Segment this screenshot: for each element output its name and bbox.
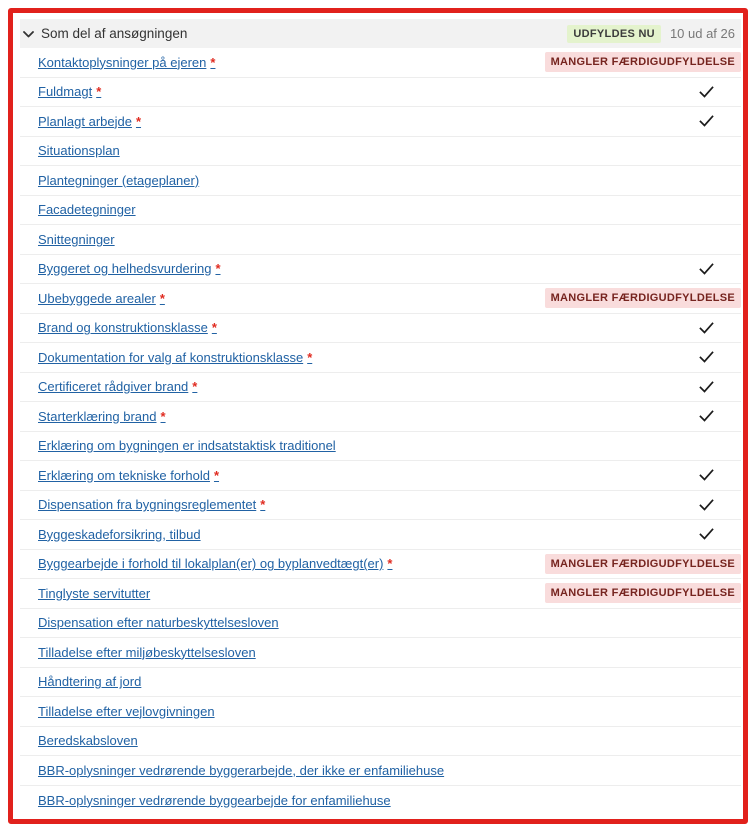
row-status	[545, 288, 741, 308]
check-icon	[699, 322, 714, 334]
check-icon	[699, 263, 714, 275]
application-sections-panel	[8, 8, 748, 824]
row-link[interactable]	[38, 232, 115, 247]
row-link[interactable]	[38, 704, 215, 719]
row-status	[699, 469, 741, 481]
row-link[interactable]	[38, 615, 279, 630]
check-icon	[699, 499, 714, 511]
incomplete-badge: MANGLER FÆRDIGUDFYLDELSE	[545, 554, 741, 574]
required-asterisk: *	[159, 290, 165, 306]
row-status	[545, 583, 741, 603]
checklist-row	[20, 727, 741, 757]
row-label: Kontaktoplysninger på ejeren	[38, 54, 207, 70]
check-icon	[699, 86, 714, 98]
row-link[interactable]	[38, 84, 101, 99]
row-link[interactable]	[38, 586, 150, 601]
required-asterisk: *	[135, 113, 142, 129]
row-link[interactable]	[38, 350, 312, 365]
check-icon	[699, 381, 714, 393]
row-label: Tilladelse efter vejlovgivningen	[38, 703, 215, 719]
row-label: Fuldmagt	[38, 84, 93, 100]
row-label: Situationsplan	[38, 143, 120, 159]
row-status	[545, 554, 741, 574]
checklist-row	[20, 579, 741, 609]
required-asterisk: *	[210, 54, 216, 70]
check-icon	[699, 528, 714, 540]
checklist-row	[20, 343, 741, 373]
row-link[interactable]	[38, 55, 215, 70]
required-asterisk: *	[213, 467, 220, 483]
required-asterisk: *	[192, 379, 198, 395]
checklist-row	[20, 107, 741, 137]
row-label: Plantegninger (etageplaner)	[38, 172, 200, 188]
row-link[interactable]	[38, 202, 136, 217]
row-label: Byggeret og helhedsvurdering	[38, 261, 212, 277]
checklist-row	[20, 166, 741, 196]
row-label: Beredskabsloven	[38, 733, 138, 749]
row-link[interactable]	[38, 379, 197, 394]
checklist-row	[20, 668, 741, 698]
check-icon	[699, 410, 714, 422]
checklist-row	[20, 756, 741, 786]
checklist-row	[20, 609, 741, 639]
checklist-row	[20, 491, 741, 521]
udfyldes-nu-badge: UDFYLDES NU	[567, 25, 661, 43]
required-asterisk: *	[96, 84, 102, 100]
checklist-row	[20, 196, 741, 226]
required-asterisk: *	[387, 556, 393, 572]
checklist-row	[20, 786, 741, 816]
row-link[interactable]	[38, 556, 392, 571]
row-label: Byggeskadeforsikring, tilbud	[38, 526, 201, 542]
row-label: BBR-oplysninger vedrørende byggearbejde for enfamiliehuse	[38, 792, 391, 808]
section-header[interactable]	[20, 19, 741, 48]
row-link[interactable]	[38, 114, 141, 129]
row-label: Erklæring om tekniske forhold	[38, 467, 210, 483]
row-label: Erklæring om bygningen er indsatstaktisk traditionel	[38, 438, 336, 454]
checklist-row	[20, 137, 741, 167]
row-label: Tinglyste servitutter	[38, 585, 151, 601]
row-status	[699, 322, 741, 334]
row-label: Dokumentation for valg af konstruktionsklasse	[38, 349, 304, 365]
row-link[interactable]	[38, 173, 199, 188]
row-label: Certificeret rådgiver brand	[38, 379, 189, 395]
row-label: Brand og konstruktionsklasse	[38, 320, 208, 336]
row-status	[699, 410, 741, 422]
required-asterisk: *	[260, 497, 266, 513]
required-asterisk: *	[307, 349, 313, 365]
required-asterisk: *	[211, 320, 217, 336]
checklist-row	[20, 48, 741, 78]
row-link[interactable]	[38, 261, 221, 276]
row-link[interactable]	[38, 143, 120, 158]
row-link[interactable]	[38, 320, 217, 335]
checklist-row	[20, 373, 741, 403]
required-asterisk: *	[160, 408, 166, 424]
checklist-row	[20, 461, 741, 491]
row-status	[545, 52, 741, 72]
checklist-row	[20, 255, 741, 285]
row-link[interactable]	[38, 793, 391, 808]
row-status	[699, 115, 741, 127]
row-link[interactable]	[38, 409, 166, 424]
check-icon	[699, 351, 714, 363]
checklist-row	[20, 638, 741, 668]
row-label: Dispensation fra bygningsreglementet	[38, 497, 257, 513]
checklist-row	[20, 314, 741, 344]
row-status	[699, 528, 741, 540]
row-label: Planlagt arbejde	[38, 113, 132, 129]
checklist-row	[20, 225, 741, 255]
checklist-row	[20, 78, 741, 108]
row-link[interactable]	[38, 468, 219, 483]
row-label: Håndtering af jord	[38, 674, 142, 690]
checklist-row	[20, 520, 741, 550]
row-status	[699, 351, 741, 363]
section-title: Som del af ansøgningen	[41, 26, 188, 41]
row-label: Starterklæring brand	[38, 408, 157, 424]
row-link[interactable]	[38, 645, 256, 660]
checklist-row	[20, 402, 741, 432]
row-link[interactable]	[38, 763, 444, 778]
row-label: Byggearbejde i forhold til lokalplan(er) og byplanvedtægt(er)	[38, 556, 384, 572]
row-link[interactable]	[38, 497, 265, 512]
row-label: Ubebyggede arealer	[38, 290, 156, 306]
checklist-row	[20, 284, 741, 314]
row-label: Facadetegninger	[38, 202, 136, 218]
checklist-row	[20, 550, 741, 580]
row-label: BBR-oplysninger vedrørende byggerarbejde, der ikke er enfamiliehuse	[38, 762, 445, 778]
row-status	[699, 381, 741, 393]
row-status	[699, 263, 741, 275]
chevron-down-icon	[23, 31, 34, 38]
row-link[interactable]	[38, 438, 336, 453]
check-icon	[699, 115, 714, 127]
checklist	[20, 48, 741, 815]
row-link[interactable]	[38, 674, 141, 689]
row-label: Dispensation efter naturbeskyttelsesloven	[38, 615, 279, 631]
checklist-row	[20, 697, 741, 727]
row-status	[699, 499, 741, 511]
incomplete-badge: MANGLER FÆRDIGUDFYLDELSE	[545, 52, 741, 72]
checklist-row	[20, 432, 741, 462]
required-asterisk: *	[215, 261, 221, 277]
incomplete-badge: MANGLER FÆRDIGUDFYLDELSE	[545, 288, 741, 308]
progress-count: 10 ud af 26	[669, 26, 735, 41]
incomplete-badge: MANGLER FÆRDIGUDFYLDELSE	[545, 583, 741, 603]
row-link[interactable]	[38, 291, 165, 306]
row-label: Snittegninger	[38, 231, 115, 247]
row-status	[699, 86, 741, 98]
row-label: Tilladelse efter miljøbeskyttelsesloven	[38, 644, 256, 660]
row-link[interactable]	[38, 733, 138, 748]
check-icon	[699, 469, 714, 481]
row-link[interactable]	[38, 527, 201, 542]
